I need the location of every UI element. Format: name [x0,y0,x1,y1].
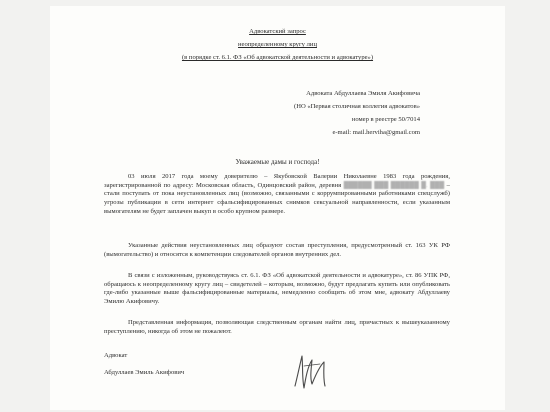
paragraph-2-line-3: следователей органов внутренних дел. [232,250,342,258]
sender-organization: (НО «Первая столичная коллегия адвокатов» [294,103,420,110]
document-subtitle: неопределенному кругу лиц [238,41,317,48]
paragraph-3-line-5: этом мне, адвокату Абдуллаеву Эмилю Акифовичу. [104,289,450,306]
paragraph-3-line-1: В связи с изложенным, руководствуясь ст. 6.1. ФЗ «Об адвокатской [128,272,321,279]
redacted-address: ██████ ███ ██████ █. ███ [343,181,445,189]
handwritten-signature [290,346,340,396]
paragraph-3-line-4: где-либо указанные выше фальсифицированные материалы, немедленно сообщить об [104,289,356,297]
paragraph-1-line-3: район, деревня [298,181,342,189]
paragraph-4-line-1: Представленная информация, позволяющая следственным органам найти лиц, [128,319,357,326]
paragraph-1-line-6: сексуальной направленности, если указанным вымогателям не будет заплачен выкуп [104,199,450,215]
paragraph-3-line-3: лиц – свидетелей – которым, возможно, будут предлагать купить или опубликовать [212,280,450,288]
signature-role: Адвокат [104,352,128,359]
paragraph-2-line-1: Указанные действия неустановленных лиц образуют состав преступления, [128,242,348,249]
paragraph-1 [104,173,450,217]
paragraph-1-line-4: неустановленных лиц (возможно, связанными с коррумпированными работниками [176,190,416,198]
paragraph-2-line-2: предусмотренный ст. 163 УК РФ (вымогательство) и относятся к компетенции [104,242,450,258]
sender-registry: номер в реестре 50/7014 [351,116,420,123]
paragraph-3 [104,272,450,307]
paragraph-1-line-1: 03 июля 2017 года моему доверителю – Якубовской Валерии Николаевне 1983 [128,173,397,180]
signature-name: Абдуллаев Эмиль Акифович [104,369,185,376]
paragraph-4-line-2: причастных к вышеуказанному преступлению, никогда об этом не пожалеют. [104,319,450,335]
paragraph-1-line-5: спецслужб) угрозы публикации в сети интернет сфальсифицированных снимков [104,190,450,207]
paragraph-4 [104,319,450,336]
sender-name: Адвоката Абдуллаева Эмиля Акифовича [306,90,420,97]
paragraph-2 [104,242,450,259]
paragraph-3-line-2: деятельности и адвокатуре», ст. 86 УПК РФ, обращаюсь к неопределенному кругу [104,272,451,288]
document-basis: (в порядке ст. 6.1. ФЗ «Об адвокатской деятельности и адвокатуре») [181,54,374,61]
document-title: Адвокатский запрос [249,28,306,35]
document-page [50,6,505,410]
sender-email: e-mail: mail.herviha@gmail.com [332,129,420,136]
paragraph-1-line-2: года рождения, зарегистрированной по адресу: Московская область, Одинцовский [104,173,450,189]
paragraph-1-line-7: в особо крупном размере. [212,207,286,215]
greeting: Уважаемые дамы и господа! [235,158,320,166]
paragraph-1-line-3b: – стали поступать от пока [104,181,450,198]
